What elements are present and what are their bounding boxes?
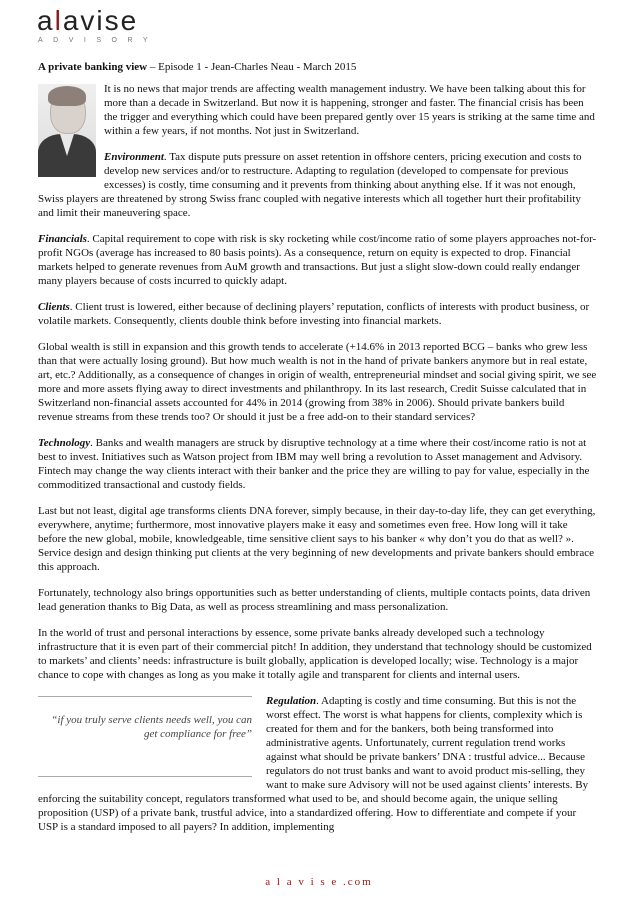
- environment-keyword: Environment: [104, 151, 164, 163]
- alavise-logo: [37, 6, 167, 48]
- clients-text: . Client trust is lowered, either because of declining players’ reputation, conflicts of interests with product business, or volatile markets. Consequently, clients double think before investing into financial markets.: [38, 301, 590, 327]
- author-photo: [38, 84, 96, 177]
- environment-paragraph: [38, 150, 598, 220]
- pull-quote: [38, 696, 252, 777]
- technology-keyword: Technology: [38, 437, 91, 449]
- intro-paragraph: It is no news that major trends are affecting wealth management industry. We have been talking about this for more than a decade in Switzerland. But now it is happening, stronger and faster. The financial crisis has been the trigger and everything which could have been prepared gently over 15 years is striking at the same time and within a few years, if not months. Not just in Switzerland.: [104, 83, 595, 137]
- logo-word-post: avise: [62, 5, 139, 36]
- logo-subtitle: ADVISORY: [38, 37, 159, 44]
- environment-text: . Tax dispute puts pressure on asset retention in offshore centers, pricing execution and costs to develop new services and/or to restructure. Adapting to regulation (developed to compensate for previous excesses) is costly, time consuming and it prevents from thinking about anything else. If it was not enough, Swiss players are threatened by strong Swiss franc coupled with negative interests which all together hurt their profitability and limit their maneuvering space.: [38, 151, 582, 219]
- financials-paragraph: [38, 232, 598, 288]
- article-title: [38, 60, 598, 74]
- footer-website: a l a v i s e .com: [265, 876, 373, 888]
- logo-wordmark: [37, 6, 138, 36]
- clients-paragraph: [38, 300, 598, 328]
- photo-hair-shape: [48, 86, 86, 106]
- trust-world-paragraph: In the world of trust and personal interactions by essence, some private banks already developed such a technology infrastructure that it is even part of their commercial pitch! In addition, they understand that technology should be customized to markets’ and clients’ needs: infrastructure is built globally, application is developed locally; wise. Technology is a major chance to cope with changes as long as you make it totally agile and transparent for clients and internal users.: [38, 627, 592, 681]
- regulation-keyword: Regulation: [266, 695, 317, 707]
- pull-quote-text: “if you truly serve clients needs well, you can get compliance for free”: [51, 714, 252, 740]
- clients-keyword: Clients: [38, 301, 70, 313]
- title-rest: – Episode 1 - Jean-Charles Neau - March 2015: [147, 61, 357, 73]
- logo-word-accent: l: [54, 5, 63, 36]
- global-wealth-paragraph: Global wealth is still in expansion and this growth tends to accelerate (+14.6% in 2013 reported BCG – banks who grew less than that were actually losing ground). But how much wealth is not in the hand of private bankers anymore but in real estate, art, etc.? Additionally, as a consequence of changes in origin of wealth, entrepreneurial mindset and social giving spirit, we see more and more assets flying away to direct investments and philanthropy. In its last research, Credit Suisse calculated that in Switzerland non-financial assets accounted for 44% in 2014 (growing from 38% in 2006). Should private bankers build revenue streams from these trends too? Or should it just be a free add-on to their standard services?: [38, 341, 597, 423]
- technology-text: . Banks and wealth managers are struck by disruptive technology at a time where their cost/income ratio is not at best to invest. Initiatives such as Watson project from IBM may well bring a revolution to Asset management and Advisory. Fintech may change the way clients interact with their banker and the price they are willing to pay for value, especially in the commoditized transactional and custody fields.: [38, 437, 590, 491]
- technology-paragraph: [38, 436, 598, 492]
- financials-text: . Capital requirement to cope with risk is sky rocketing while cost/income ratio of some players approaches not-for-profit NGOs (average has increased to 80 basis points). As a consequence, return on equity is expected to drop. Financial markets helped to generate revenues from AuM growth and transactions. But just a slight slow-down could really endanger many players because of costs incurred to quickly adapt.: [38, 233, 597, 287]
- article-body: [38, 60, 598, 846]
- digital-age-paragraph: Last but not least, digital age transforms clients DNA forever, simply because, in their day-to-day life, they can get everything, everywhere, anytime; furthermore, most innovative players make it easy and sometimes even free. How long will it take before the new global, mobile, knowledgeable, time sensitive client says to his banker « why don’t you do that as well? ». Service design and design thinking put clients at the very beginning of new developments and private bankers should embrace this approach.: [38, 505, 596, 573]
- financials-keyword: Financials: [38, 233, 87, 245]
- pull-quote-rule: [38, 776, 252, 777]
- fortunately-paragraph: Fortunately, technology also brings opportunities such as better understanding of clients, multiple contacts points, data driven lead generation thanks to Big Data, as well as process streamlining and mass personalization.: [38, 587, 591, 613]
- title-bold: A private banking view: [38, 61, 148, 73]
- regulation-text: . Adapting is costly and time consuming. But this is not the worst effect. The worst is what happens for clients, complexity which is created for them and for the bankers, both being transformed into administrative agents. Unfortunately, current regulation trend works against what should be private bankers’ DNA : trustful advice... Because regulators do not trust banks and want to avoid product mis-selling, they want to make sure Advisory will not be used against clients’ interests. By enforcing the suitability concept, regulators transformed what used to be, and should become again, the unique selling proposition (USP) of a private bank, trustful advice, into a standardized offering. How to differentiate and compete if your USP is a standard imposed to all payers? In addition, implementing: [38, 695, 589, 833]
- logo-word-pre: a: [37, 5, 55, 36]
